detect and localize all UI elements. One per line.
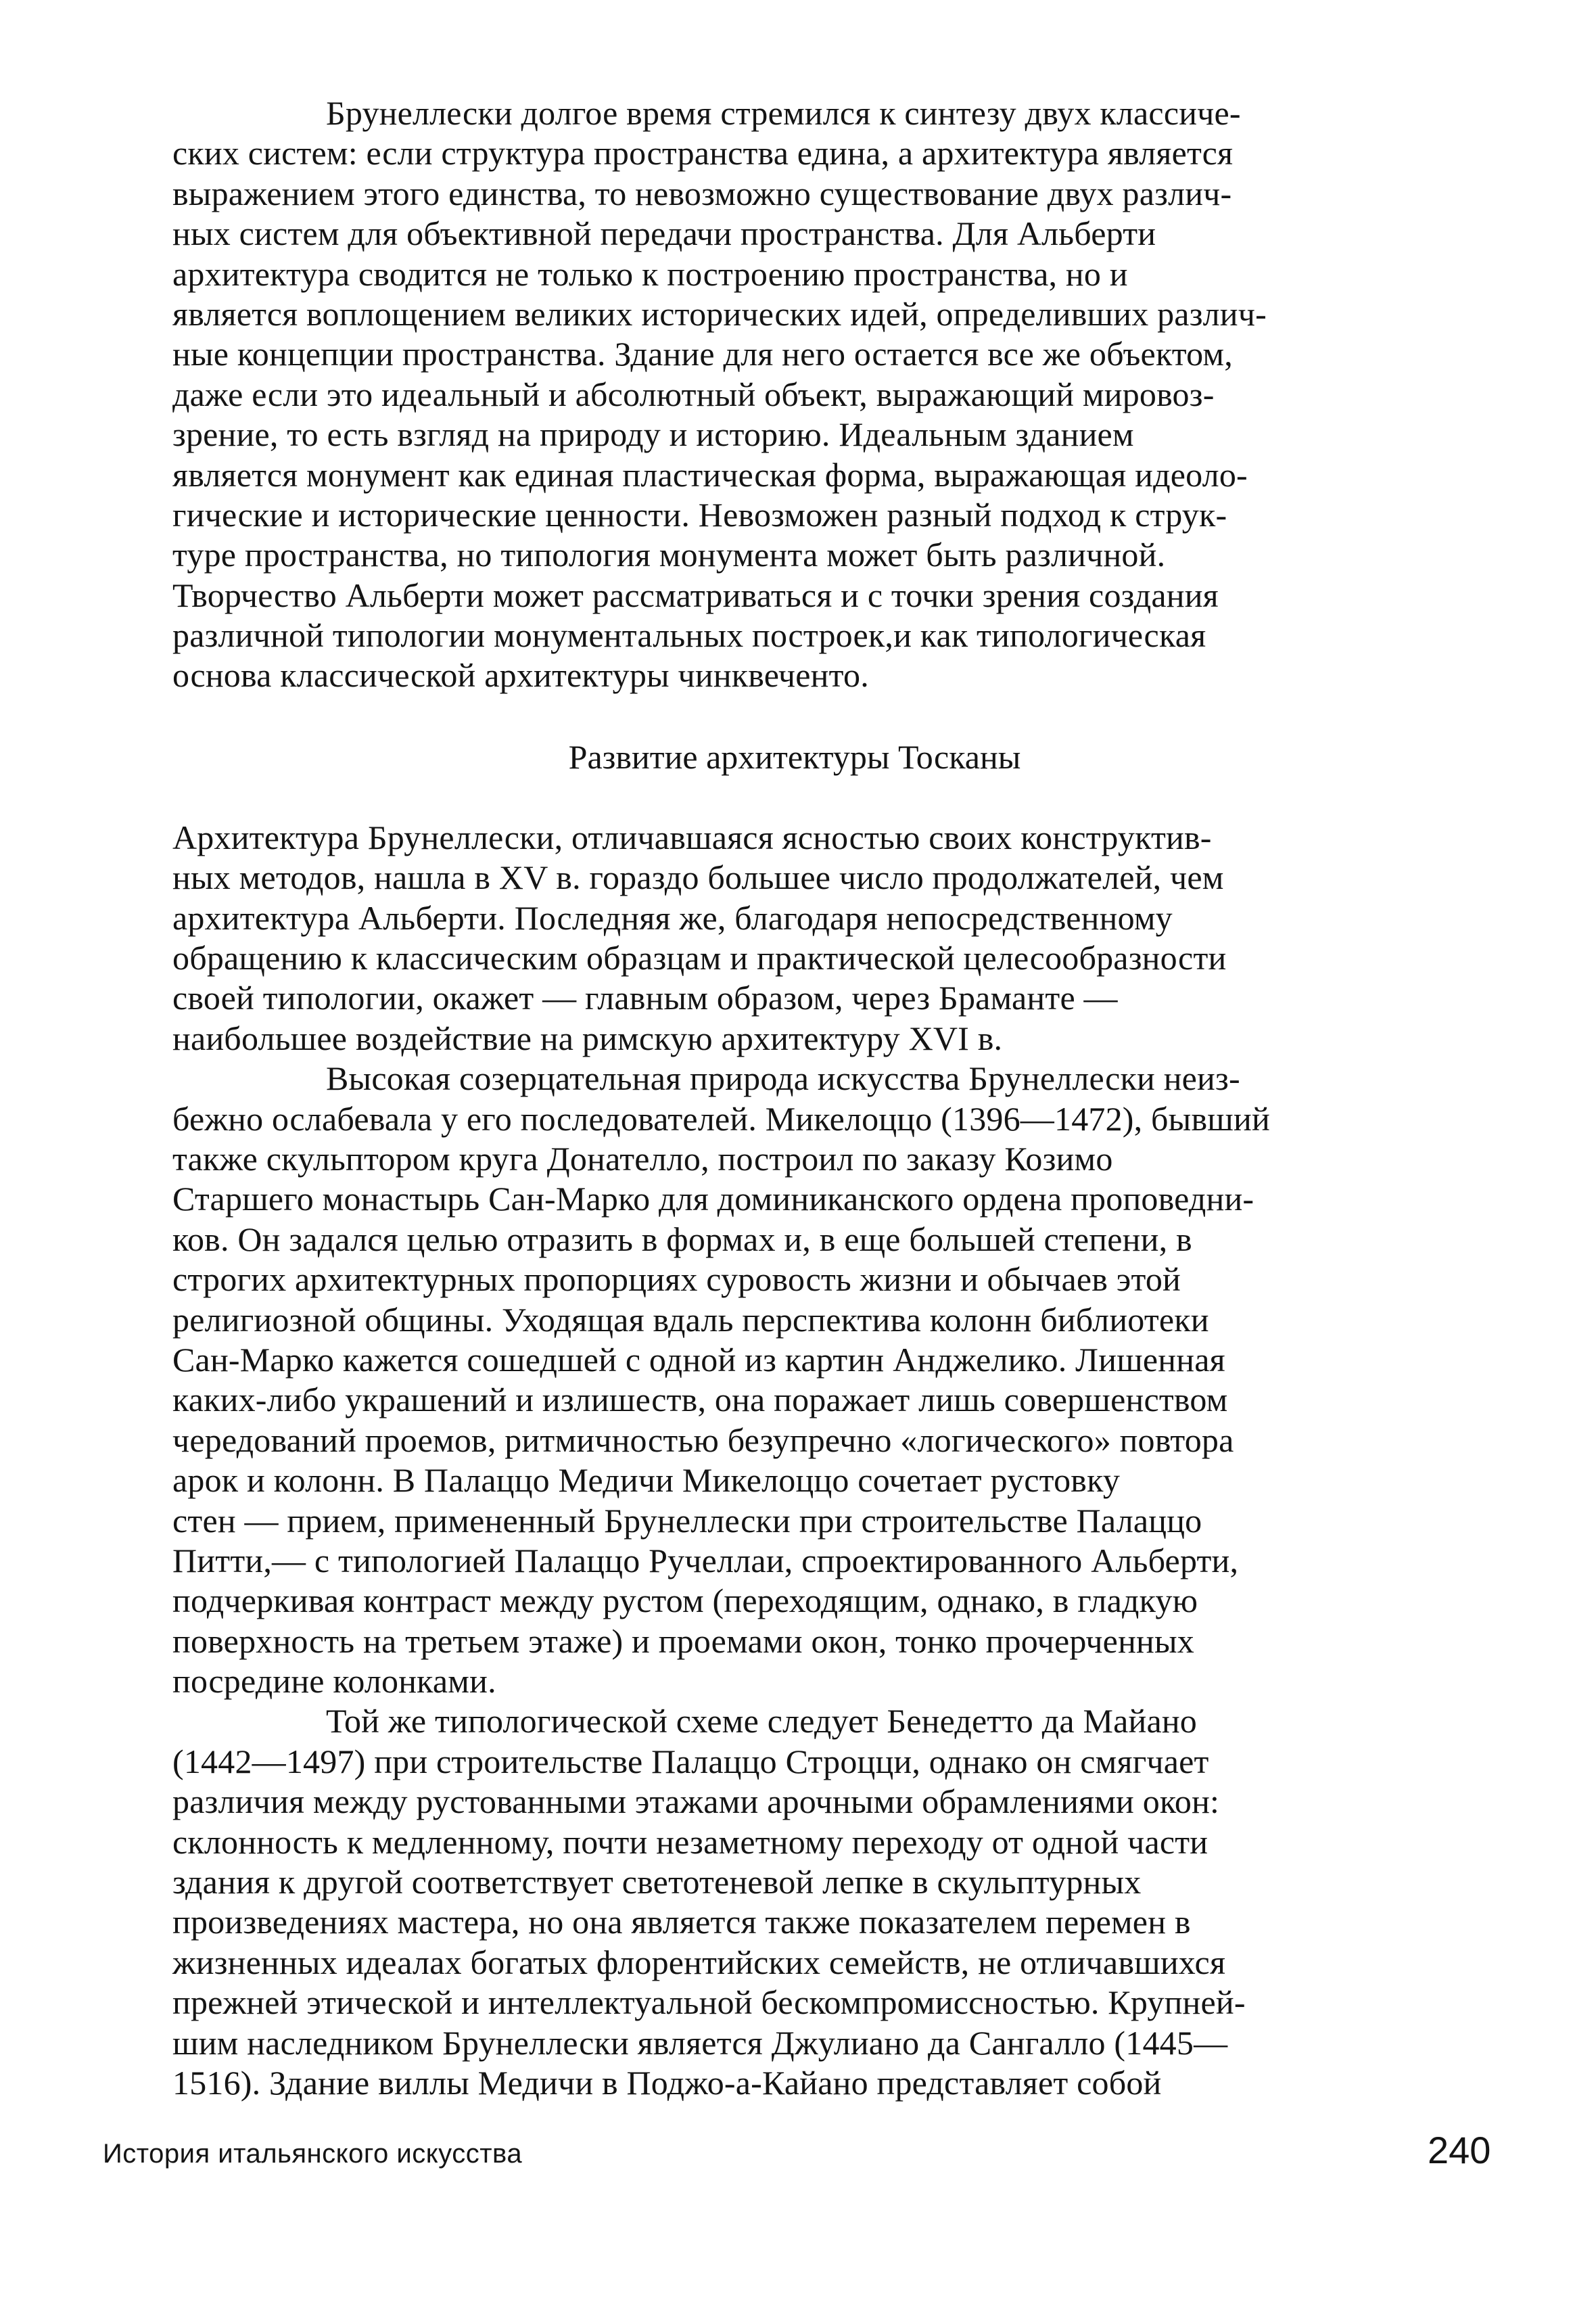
text-line: здания к другой соответствует светотеневой лепке в скульптурных <box>172 1863 1142 1901</box>
text-line: даже если это идеальный и абсолютный объект, выражающий мировоз- <box>172 375 1215 413</box>
text-line: Сан-Марко кажется сошедшей с одной из картин Анджелико. Лишенная <box>172 1340 1225 1379</box>
paragraph-architecture-brunelleschi <box>172 818 1457 1059</box>
text-line: Старшего монастырь Сан-Марко для доминиканского ордена проповедни- <box>172 1180 1254 1218</box>
text-line: ные концепции пространства. Здание для него остается все же объектом, <box>172 335 1233 373</box>
text-line: туре пространства, но типология монумента может быть различной. <box>172 536 1166 574</box>
text-line: выражением этого единства, то невозможно существование двух различ- <box>172 174 1232 212</box>
text-line: архитектура Альберти. Последняя же, благодаря непосредственному <box>172 898 1173 937</box>
text-line: основа классической архитектуры чинквеченто. <box>172 656 869 695</box>
text-line: подчеркивая контраст между рустом (переходящим, однако, в гладкую <box>172 1582 1198 1620</box>
page-body <box>172 93 1457 2103</box>
text-line: архитектура сводится не только к построению пространства, но и <box>172 254 1128 293</box>
text-line: прежней этической и интеллектуальной бескомпромиссностью. Крупней- <box>172 1983 1246 2022</box>
text-line: обращению к классическим образцам и практической целесообразности <box>172 939 1227 977</box>
text-line: является воплощением великих исторических идей, определивших различ- <box>172 294 1267 333</box>
paragraph-intro <box>172 93 1457 696</box>
text-line: 1516). Здание виллы Медичи в Поджо-а-Кайано представляет собой <box>172 2063 1162 2102</box>
text-line: Творчество Альберти может рассматриваться и с точки зрения создания <box>172 576 1219 614</box>
text-line: Той же типологической схеме следует Бенедетто да Майано <box>326 1702 1198 1740</box>
text-line: также скульптором круга Донателло, построил по заказу Козимо <box>172 1139 1113 1178</box>
text-line: зрение, то есть взгляд на природу и историю. Идеальным зданием <box>172 415 1134 454</box>
text-line: Питти,— с типологией Палаццо Ручеллаи, спроектированного Альберти, <box>172 1541 1239 1579</box>
text-line: религиозной общины. Уходящая вдаль перспектива колонн библиотеки <box>172 1300 1209 1339</box>
text-line: ков. Он задался целью отразить в формах и, в еще большей степени, в <box>172 1220 1192 1258</box>
text-line: посредине колонками. <box>172 1662 496 1701</box>
text-line: различия между рустованными этажами арочными обрамлениями окон: <box>172 1782 1220 1821</box>
text-line: ных систем для объективной передачи пространства. Для Альберти <box>172 214 1156 253</box>
text-line: склонность к медленному, почти незаметному переходу от одной части <box>172 1822 1208 1861</box>
text-line: Архитектура Брунеллески, отличавшаяся ясностью своих конструктив- <box>172 818 1212 856</box>
text-line: гические и исторические ценности. Невозможен разный подход к струк- <box>172 495 1227 534</box>
text-line: Брунеллески долгое время стремился к синтезу двух классиче- <box>326 94 1241 132</box>
text-line: ных методов, нашла в XV в. гораздо большее число продолжателей, чем <box>172 858 1224 897</box>
text-line: является монумент как единая пластическая форма, выражающая идеоло- <box>172 455 1248 494</box>
text-line: поверхность на третьем этаже) и проемами окон, тонко прочерченных <box>172 1621 1194 1660</box>
text-line: Высокая созерцательная природа искусства Брунеллески неиз- <box>326 1059 1240 1098</box>
text-line: бежно ослабевала у его последователей. Микелоццо (1396—1472), бывший <box>172 1099 1270 1138</box>
text-line: жизненных идеалах богатых флорентийских семейств, не отличавшихся <box>172 1943 1226 1981</box>
text-line: ских систем: если структура пространства едина, а архитектура является <box>172 134 1234 172</box>
text-line: наибольшее воздействие на римскую архитектуру XVI в. <box>172 1019 1003 1057</box>
text-line: своей типологии, окажет — главным образом, через Браманте — <box>172 979 1118 1017</box>
text-line: произведениях мастера, но она является также показателем перемен в <box>172 1903 1191 1941</box>
text-line: арок и колонн. В Палаццо Медичи Микелоццо сочетает рустовку <box>172 1461 1121 1500</box>
text-line: (1442—1497) при строительстве Палаццо Строцци, однако он смягчает <box>172 1742 1209 1780</box>
text-line: каких-либо украшений и излишеств, она поражает лишь совершенством <box>172 1381 1228 1419</box>
text-line: строгих архитектурных пропорциях суровость жизни и обычаев этой <box>172 1260 1181 1299</box>
page-number: 240 <box>1428 2129 1491 2171</box>
text-line: стен — прием, примененный Брунеллески при строительстве Палаццо <box>172 1501 1202 1540</box>
paragraph-michelozzo <box>172 1059 1457 1701</box>
text-line: чередований проемов, ритмичностью безупречно «логического» повтора <box>172 1421 1234 1459</box>
text-line: шим наследником Брунеллески является Джулиано да Сангалло (1445— <box>172 2023 1228 2062</box>
paragraph-benedetto-da-maiano <box>172 1701 1457 2103</box>
text-line: различной типологии монументальных построек,и как типологическая <box>172 616 1206 655</box>
section-heading: Развитие архитектуры Тосканы <box>568 737 1021 776</box>
running-footer-title: История итальянского искусства <box>103 2139 523 2169</box>
